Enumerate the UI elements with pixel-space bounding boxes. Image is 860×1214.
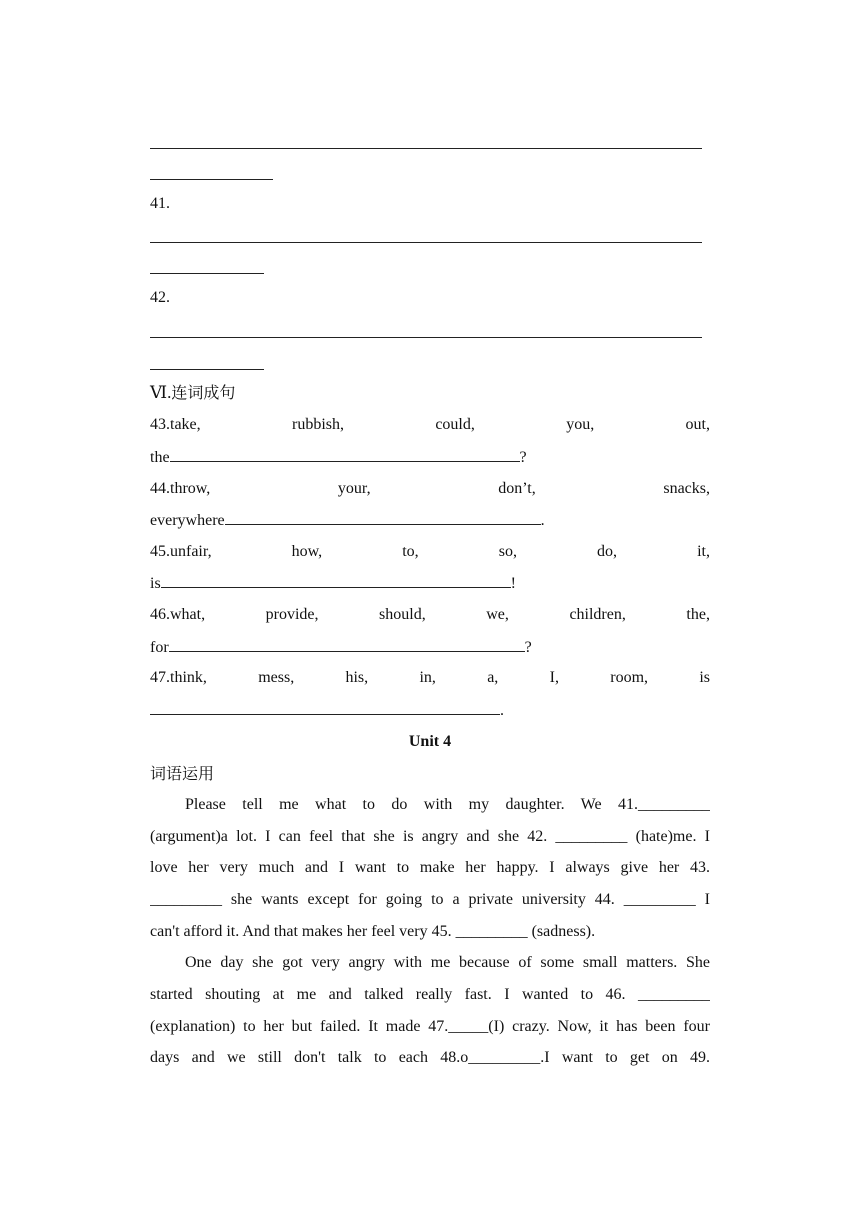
answer-blank[interactable] bbox=[170, 447, 520, 462]
word: you, bbox=[566, 416, 595, 433]
passage-line: (argument)a lot. I can feel that she is angry and she 42. _________ (hate)me. I bbox=[150, 828, 710, 845]
word: out, bbox=[685, 416, 710, 433]
word: his, bbox=[345, 669, 369, 686]
word: 45.unfair, bbox=[150, 543, 212, 560]
question-45-answer bbox=[150, 573, 516, 594]
word: we, bbox=[486, 606, 509, 623]
word: should, bbox=[379, 606, 426, 623]
word: in, bbox=[419, 669, 436, 686]
answer-line-short bbox=[150, 273, 264, 274]
word: everywhere bbox=[150, 512, 225, 529]
question-46-answer bbox=[150, 637, 532, 658]
punctuation: ? bbox=[524, 639, 532, 656]
question-44-words bbox=[150, 479, 710, 499]
section-roman: Ⅵ. bbox=[150, 383, 172, 402]
question-46-words bbox=[150, 605, 710, 625]
answer-blank[interactable] bbox=[169, 637, 525, 652]
passage-line: can't afford it. And that makes her feel very 45. _________ (sadness). bbox=[150, 923, 596, 940]
question-47-answer bbox=[150, 700, 504, 721]
exercise-subtitle: 词语运用 bbox=[150, 764, 215, 783]
word: 43.take, bbox=[150, 416, 201, 433]
passage-line: love her very much and I want to make her happy. I always give her 43. bbox=[150, 859, 710, 876]
word: 46.what, bbox=[150, 606, 206, 623]
word: don’t, bbox=[498, 480, 536, 497]
question-45-words bbox=[150, 542, 710, 562]
answer-line-short bbox=[150, 179, 273, 180]
passage-line: days and we still don't talk to each 48.o_________.I want to get on 49. bbox=[150, 1049, 710, 1066]
section-title bbox=[150, 383, 235, 403]
question-number-41: 41. bbox=[150, 195, 170, 212]
word: could, bbox=[435, 416, 475, 433]
word: do, bbox=[597, 543, 618, 560]
word: a, bbox=[487, 669, 499, 686]
question-number-42: 42. bbox=[150, 289, 170, 306]
word: I, bbox=[549, 669, 559, 686]
word: rubbish, bbox=[291, 416, 344, 433]
answer-blank[interactable] bbox=[161, 573, 511, 588]
answer-line bbox=[150, 242, 702, 243]
word: children, bbox=[569, 606, 626, 623]
section-title-cn: 连词成句 bbox=[171, 383, 236, 402]
word: it, bbox=[697, 543, 710, 560]
punctuation: . bbox=[500, 702, 504, 719]
word: so, bbox=[498, 543, 517, 560]
answer-line bbox=[150, 148, 702, 149]
question-43-words bbox=[150, 415, 710, 435]
word: snacks, bbox=[663, 480, 710, 497]
passage-line: (explanation) to her but failed. It made 47._____(I) crazy. Now, it has been four bbox=[150, 1018, 710, 1035]
word: mess, bbox=[258, 669, 295, 686]
word: the, bbox=[686, 606, 710, 623]
word: to, bbox=[402, 543, 419, 560]
punctuation: ! bbox=[510, 575, 516, 592]
word: 44.throw, bbox=[150, 480, 211, 497]
passage-line: started shouting at me and talked really fast. I wanted to 46. _________ bbox=[150, 986, 710, 1003]
word: how, bbox=[291, 543, 323, 560]
word: your, bbox=[337, 480, 371, 497]
word: is bbox=[699, 669, 710, 686]
question-47-words bbox=[150, 668, 710, 688]
answer-blank[interactable] bbox=[150, 700, 500, 715]
word: is bbox=[150, 575, 161, 592]
word: provide, bbox=[265, 606, 319, 623]
answer-line-short bbox=[150, 369, 264, 370]
word: 47.think, bbox=[150, 669, 207, 686]
answer-line bbox=[150, 337, 702, 338]
word: the bbox=[150, 449, 170, 466]
punctuation: ? bbox=[519, 449, 527, 466]
word: for bbox=[150, 639, 169, 656]
passage-line: One day she got very angry with me because of some small matters. She bbox=[185, 954, 710, 971]
answer-blank[interactable] bbox=[225, 510, 541, 525]
question-43-answer bbox=[150, 447, 527, 468]
unit-title: Unit 4 bbox=[408, 733, 452, 750]
passage-line: Please tell me what to do with my daughter. We 41._________ bbox=[185, 796, 710, 813]
passage-line: _________ she wants except for going to a private university 44. _________ I bbox=[150, 891, 710, 908]
punctuation: . bbox=[540, 512, 545, 529]
question-44-answer bbox=[150, 510, 545, 531]
word: room, bbox=[610, 669, 649, 686]
